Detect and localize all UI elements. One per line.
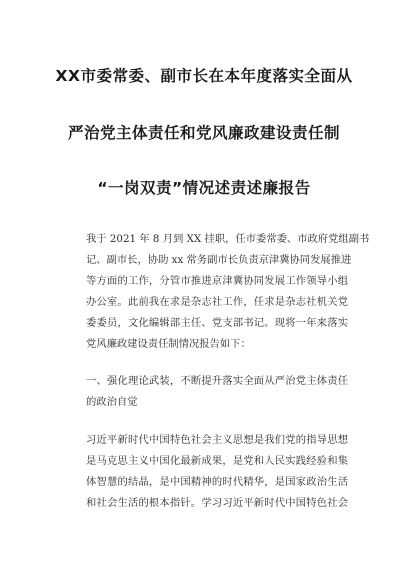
paragraph-2-line-1: 习近平新时代中国特色社会主义思想是我们党的指导思想 <box>86 434 348 446</box>
document-title-line-3: “一岗双责”情况述责述廉报告 <box>97 179 311 197</box>
paragraph-1-line-1: 我于 2021 年 8 月到 XX 挂职，任市委常委、市政府党组副书 <box>86 233 370 245</box>
document-title-line-1: XX市委常委、副市长在本年度落实全面从 <box>55 67 353 85</box>
section-heading-line-1: 一、强化理论武装，不断提升落实全面从严治党主体责任 <box>86 375 348 387</box>
paragraph-2-line-2: 是马克思主义中国化最新成果，是党和人民实践经验和集 <box>86 455 348 467</box>
paragraph-2-line-4: 和社会生活的根本指针。学习习近平新时代中国特色社会 <box>86 497 348 509</box>
paragraph-1-line-5: 委委员，文化编辑部主任、党支部书记。现将一年来落实 <box>86 317 348 329</box>
paragraph-1-line-6: 党风廉政建设责任制情况报告如下： <box>86 338 251 350</box>
document-title-line-2: 严治党主体责任和党风廉政建设责任制 <box>67 124 340 142</box>
paragraph-1-line-2: 记、副市长，协助 xx 常务副市长负责京津冀协同发展推进 <box>86 254 352 266</box>
paragraph-1-line-4: 办公室。此前我在求是杂志社工作，任求是杂志社机关党 <box>86 296 348 308</box>
paragraph-1-line-3: 等方面的工作，分管市推进京津冀协同发展工作领导小组 <box>86 275 348 287</box>
paragraph-2-line-3: 体智慧的结晶，是中国精神的时代精华，是国家政治生活 <box>86 476 348 488</box>
section-heading-line-2: 的政治自觉 <box>86 396 138 408</box>
